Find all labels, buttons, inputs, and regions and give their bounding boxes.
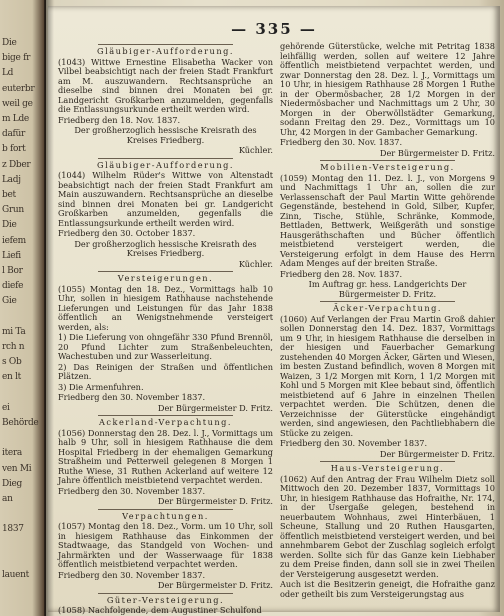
paragraph: (1060) Auf Verlangen der Frau Martin Groß dahier sollen Donnerstag den 14. Dez. 1837, Vormittags um 9 Uhr, in hiesigem Rathhause die derselben in der hiesigen und Fauerbacher Gemarkung zustehenden 40 Morgen Äcker, Gärten und Wiesen, im besten Zustand befindlich, woven 8 Morgen mit Waizen, 3 1/2 Morgen mit Korn, 1 1/2 Morgen mit Kohl und 5 Morgen mit Klee bebaut sind, öffentlich meistbietend auf 6 Jahre in einzelnen Theilen verpachtet werden. Die Schützen, denen die Verzeichnisse der Güterstücke eingehändigt werden, sind angewiesen, den Pachtliebhabern die Stücke zu zeigen. — [280, 313, 495, 438]
paragraph: (1043) Wittwe Ernestine Elisabetha Wacker von Vilbel beabsichtigt nach der freien Stadt Frankfurt am M. auszuwandern. Rechtsansprüche an dieselbe sind binnen drei Monaten bei gr. Landgericht Großkarben anzumelden, gegenfalls die Entlassungsurkunde ertheilt werden wird. — [58, 56, 273, 114]
strip-text-line: s Ob — [2, 357, 22, 368]
paragraph: 1) Die Lieferung von ohngefähr 330 Pfund Brennöl, 20 Pfund Lichter zum Straßenbeleuchten, Wachestuben und zur Wasserleitung. — [58, 332, 273, 361]
signature-line: Der Bürgermeister D. Fritz. — [157, 580, 273, 590]
strip-text-line: m Lde — [2, 114, 29, 124]
binding-gutter — [44, 0, 54, 616]
signature-line: Der Bürgermeister D. Fritz. — [157, 402, 273, 413]
paragraph: 3) Die Armenfuhren. — [58, 381, 144, 392]
signature-line: Der großherzoglich hessische Kreisrath des Kreises Friedberg. — [74, 125, 257, 145]
section-heading: Güter-Versteigerung. — [106, 594, 225, 605]
section-rule — [320, 160, 455, 161]
strip-text-line: Die — [2, 220, 17, 231]
section-heading: Versteigerungen. — [117, 273, 214, 283]
section-rule — [320, 461, 455, 462]
strip-text-line: dafür — [2, 129, 26, 140]
section-rule — [98, 593, 233, 594]
strip-text-line: bet — [2, 190, 16, 200]
book-page — [48, 6, 500, 615]
strip-text-line: ven Mi — [2, 463, 32, 474]
signature-line: Der großherzoglich hessische Kreisrath des Kreises Friedberg. — [74, 238, 257, 258]
paragraph: Friedberg den 30. November 1837. — [58, 392, 206, 402]
section-rule — [320, 301, 455, 302]
signature-line: Küchler. — [238, 145, 273, 155]
strip-text-line: diefe — [2, 281, 24, 292]
signature-line: Küchler. — [238, 258, 273, 269]
section-rule — [98, 44, 233, 45]
strip-text-line: b fort — [2, 144, 26, 155]
paragraph: (1044) Wilhelm Rüder's Wittwe von Altenstadt beabsichtigt nach der freien Stadt Frankfurt am Main auszuwandern. Rechtsansprüche an dieselbe sind binnen drei Monaten bei gr. Landgericht Großkarben anzumelden, gegenfalls die Entlassungsurkunde ertheilt werden wird. — [58, 170, 273, 228]
adjacent-page-strip — [0, 0, 46, 616]
paragraph: (1056) Donnerstag den 28. Dez. l. J., Vormittags um halb 9 Uhr, soll in hiesigem Rathhause die dem Hospital Friedberg in der ehemaligen Gemarkung Straßheim und Petterweil gelegenen 8 Morgen 1 Ruthe Wiese, 31 Ruthen Ackerland auf weitere 12 Jahre öffentlich meistbietend verpachtet werden. — [58, 427, 273, 485]
paragraph: 2) Das Reinigen der Straßen und öffentlichen Plätzen. — [58, 361, 273, 381]
strip-text-line: euterbr — [2, 83, 35, 94]
strip-text-line: en lt — [2, 372, 21, 383]
signature-line: Der Bürgermeister D. Fritz. — [379, 448, 495, 459]
signature-line: Der Bürgermeister D. Fritz. — [157, 496, 273, 506]
strip-text-line: Dieg — [2, 478, 22, 489]
right-column — [280, 42, 495, 600]
paragraph: Friedberg den 30. November 1837. — [58, 569, 206, 580]
strip-text-line: z Dber — [2, 159, 31, 170]
paragraph: Friedberg den 30. November 1837. — [58, 485, 206, 496]
section-heading: Haus-Versteigerung. — [330, 463, 445, 473]
strip-text-line: rch n — [2, 342, 25, 352]
strip-text-line: weil ge — [2, 98, 33, 109]
strip-text-line: itera — [2, 448, 22, 459]
strip-text-line: mi Ta — [2, 326, 26, 337]
paragraph: (1057) Montag den 18. Dez., Vorm. um 10 Uhr, soll in hiesigem Rathhause das Einkommen der Stadtwaage, das Standgeld von Wochen- und Jahrmärkten und der Wasserwaage für 1838 öffentlich meistbietend verpachtet werden. — [58, 521, 273, 569]
strip-text-line: Gie — [2, 296, 17, 307]
paragraph: gehörende Güterstücke, welche mit Petritag 1838 leihfällig werden, sollen auf weitere 12 Jahre öffentlich meistbietend verpachtet werden, und zwar Donnerstag den 28. Dez. l. J., Vormittags um 10 Uhr, in hiesigem Rathhause 28 Morgen 1 Ruthe in der Obermösbacher, 28 1/2 Morgen in der Niedermösbacher und Nachmittags um 2 Uhr, 30 Morgen in der Oberwöllstädter Gemarkung, sodann Freitag den 29. Dez., Vormittags um 10 Uhr, 42 Morgen in der Gambacher Gemarkung. — [280, 41, 495, 137]
paragraph: Friedberg den 30. October 1837. — [58, 228, 196, 238]
strip-text-line: ei — [2, 402, 10, 413]
section-rule — [98, 271, 233, 272]
strip-text-line: iefem — [2, 235, 26, 246]
section-heading: Mobilien-Versteigerung. — [320, 162, 455, 172]
paragraph: (1059) Montag den 11. Dez. l. J., von Morgens 9 und Nachmittags 1 Uhr an, sollen die zur Verlassenschaft der Paul Martin Witte gehörende Gegenstände, bestehend in Gold, Silber, Kupfer, Zinn, Tische, Stühle, Schränke, Kommode, Bettladen, Bettwerk, Weißgeräth und sonstige Hausgeräthschaften und Bücher öffentlich meistbietend versteigert werden, die Versteigerung erfolgt in dem Hause des Herrn Adam Menges auf der breiten Straße. — [280, 172, 495, 268]
paragraph: Friedberg den 28. Nov. 1837. — [280, 268, 403, 279]
strip-text-line: Grun — [2, 205, 24, 216]
section-rule — [98, 509, 233, 510]
paragraph: Auch ist die Besitzerin geneigt, die Hofraithe ganz oder getheilt bis zum Versteigerungstag aus — [280, 579, 495, 599]
paragraph: (1055) Montag den 18. Dez., Vormittags halb 10 Uhr, sollen in hiesigem Rathhause nachstehende Lieferungen und Leistungen für das Jahr 1838 öffentlich an Wenigstnehmende versteigert werden, als: — [58, 283, 273, 332]
paragraph: Friedberg den 18. Nov. 1837. — [58, 114, 181, 125]
strip-text-line: Ld — [2, 68, 14, 79]
paragraph: Friedberg den 30. November 1837. — [280, 438, 428, 448]
signature-line: Im Auftrag gr. hess. Landgerichts Der Bürgermeister D. Fritz. — [308, 279, 467, 299]
strip-text-line: l Bor — [2, 266, 23, 276]
signature-line: Der Bürgermeister D. Fritz. — [379, 147, 495, 158]
strip-text-line: Behörde — [2, 418, 39, 428]
page-number: — 335 — — [231, 20, 317, 38]
section-heading: Gläubiger-Aufforderung. — [97, 159, 234, 170]
strip-text-line: Die — [2, 38, 17, 48]
strip-text-line: lauent — [2, 570, 29, 580]
section-rule — [98, 158, 233, 159]
section-heading: Äcker-Verpachtung. — [333, 303, 442, 313]
section-heading: Gläubiger-Aufforderung. — [97, 46, 234, 56]
section-rule — [98, 415, 233, 416]
strip-text-line: 1837 — [2, 524, 24, 535]
strip-text-line: Liefi — [2, 250, 21, 261]
strip-text-line: Ladj — [2, 174, 21, 185]
paragraph: (1058) Nachfolgende, dem Augustiner Schulfond — [58, 605, 262, 615]
section-heading: Ackerland-Verpachtung. — [99, 417, 232, 427]
section-heading: Verpachtungen. — [122, 510, 209, 521]
left-column — [58, 42, 273, 616]
strip-text-line: an — [2, 494, 13, 504]
paragraph: (1062) Auf den Antrag der Frau Wilhelm Dietz soll Mittwoch den 20. Dezember 1837, Vormittags 10 Uhr, in hiesigem Rathhause das Hofraithe, Nr. 174, in der Usergaße gelegen, bestehend in neuerbautem Wohnhaus, zwei Hinterbäuen, 1 Scheune, Stallung und 20 Ruthen Hausgarten, öffentlich meistbietend versteigert werden, und bei annehmbarem Gebot der Zuschlag sogleich erfolgt werden. Sollte sich für das Ganze kein Liebhaber zu dem Preise finden, dann soll sie in zwei Theilen der Versteigerung ausgesetzt werden. — [280, 473, 495, 579]
strip-text-line: bige fr — [2, 53, 31, 64]
paragraph: Friedberg den 30. Nov. 1837. — [280, 137, 403, 147]
